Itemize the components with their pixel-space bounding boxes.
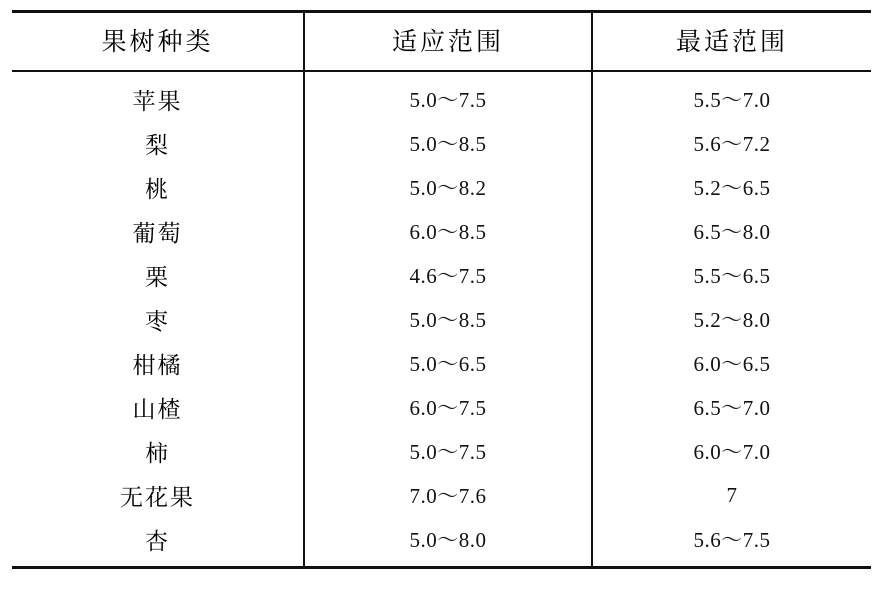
cell-species: 无花果 bbox=[120, 484, 195, 510]
cell-species: 柑橘 bbox=[132, 352, 183, 378]
cell-optimal-range: 6.0～6.5 bbox=[592, 341, 871, 385]
table-row bbox=[12, 385, 871, 429]
table-body bbox=[12, 71, 871, 566]
cell-optimal-range: 5.5～7.0 bbox=[592, 71, 871, 121]
cell-suitable-range: 5.0～8.5 bbox=[304, 121, 592, 165]
table-header-row bbox=[12, 13, 871, 71]
column-header-optimal-range: 最适范围 bbox=[592, 13, 871, 71]
cell-suitable-range: 5.0～7.5 bbox=[304, 429, 592, 473]
cell-species: 杏 bbox=[145, 528, 170, 554]
cell-optimal-range: 5.5～6.5 bbox=[592, 253, 871, 297]
cell-species: 葡萄 bbox=[132, 220, 183, 246]
cell-optimal-range: 6.5～8.0 bbox=[592, 209, 871, 253]
cell-suitable-range: 4.6～7.5 bbox=[304, 253, 592, 297]
cell-optimal-range: 5.2～8.0 bbox=[592, 297, 871, 341]
cell-suitable-range: 5.0～6.5 bbox=[304, 341, 592, 385]
table-row bbox=[12, 429, 871, 473]
column-header-species: 果树种类 bbox=[12, 13, 304, 71]
table-row bbox=[12, 473, 871, 517]
cell-suitable-range: 6.0～8.5 bbox=[304, 209, 592, 253]
table-header bbox=[12, 13, 871, 71]
cell-species: 栗 bbox=[145, 264, 170, 290]
cell-suitable-range: 7.0～7.6 bbox=[304, 473, 592, 517]
cell-species: 柿 bbox=[145, 440, 170, 466]
cell-suitable-range: 6.0～7.5 bbox=[304, 385, 592, 429]
cell-optimal-range: 6.0～7.0 bbox=[592, 429, 871, 473]
cell-optimal-range: 5.6～7.5 bbox=[592, 517, 871, 566]
table-row bbox=[12, 71, 871, 121]
cell-suitable-range: 5.0～8.2 bbox=[304, 165, 592, 209]
cell-suitable-range: 5.0～8.0 bbox=[304, 517, 592, 566]
table-row bbox=[12, 297, 871, 341]
table-row bbox=[12, 517, 871, 566]
table-row bbox=[12, 121, 871, 165]
fruit-ph-range-table bbox=[12, 13, 871, 566]
cell-optimal-range: 5.6～7.2 bbox=[592, 121, 871, 165]
table-row bbox=[12, 209, 871, 253]
cell-species: 桃 bbox=[145, 176, 170, 202]
table-row bbox=[12, 341, 871, 385]
cell-suitable-range: 5.0～8.5 bbox=[304, 297, 592, 341]
cell-suitable-range: 5.0～7.5 bbox=[304, 71, 592, 121]
cell-species: 枣 bbox=[145, 308, 170, 334]
cell-optimal-range: 7 bbox=[592, 473, 871, 517]
cell-optimal-range: 5.2～6.5 bbox=[592, 165, 871, 209]
table-row bbox=[12, 165, 871, 209]
cell-optimal-range: 6.5～7.0 bbox=[592, 385, 871, 429]
column-header-suitable-range: 适应范围 bbox=[304, 13, 592, 71]
cell-species: 苹果 bbox=[132, 88, 183, 114]
cell-species: 山楂 bbox=[132, 396, 183, 422]
cell-species: 梨 bbox=[145, 132, 170, 158]
table-row bbox=[12, 253, 871, 297]
table-bottom-rule bbox=[12, 566, 871, 569]
